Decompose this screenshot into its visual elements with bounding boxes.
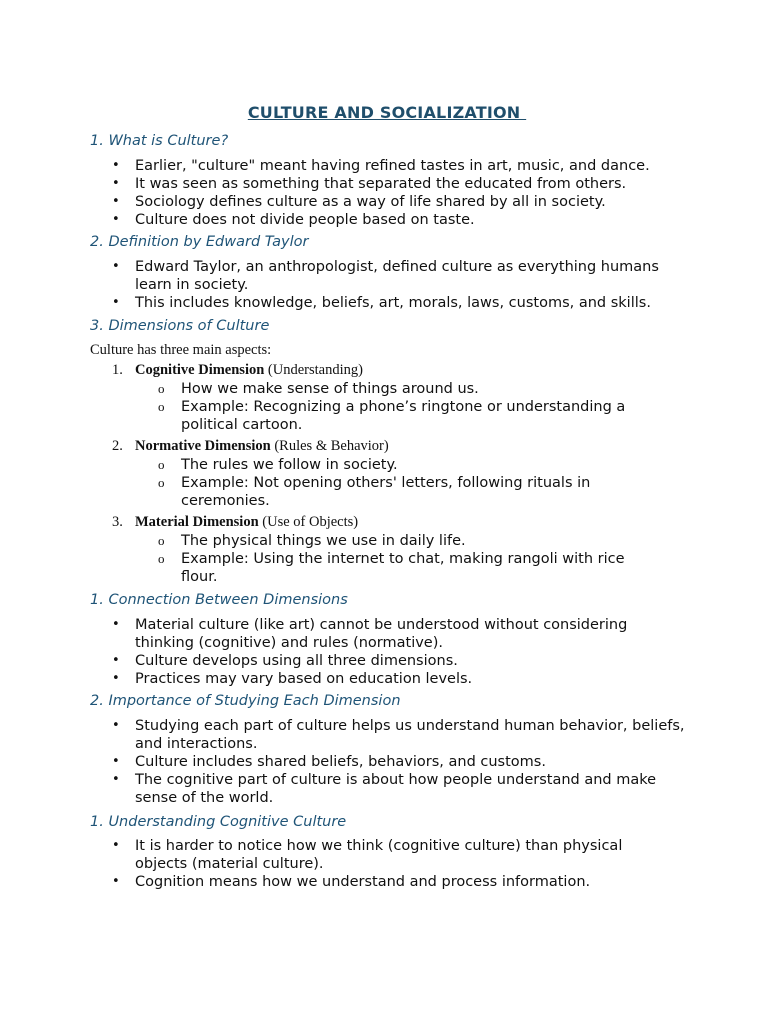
section-heading: 2. Definition by Edward Taylor (90, 234, 309, 250)
list-item: • Culture does not divide people based on taste. (0, 211, 700, 229)
bullet-list (0, 837, 665, 891)
item-number: 3. (112, 514, 123, 530)
section-heading: 1. Connection Between Dimensions (90, 592, 348, 608)
sub-list-item: o Example: Recognizing a phone’s ringtone or understanding a political cartoon. (0, 398, 650, 434)
list-item: • The cognitive part of culture is about how people understand and make sense of the world. (0, 771, 690, 807)
numbered-item (112, 514, 358, 531)
section-heading: 1. Understanding Cognitive Culture (90, 814, 347, 830)
sub-list-item: o How we make sense of things around us. (0, 380, 650, 398)
list-item: • Material culture (like art) cannot be understood without considering thinking (cognitive) and rules (normative). (0, 616, 668, 652)
list-item: • Cognition means how we understand and process information. (0, 873, 665, 891)
section-heading: 1. What is Culture? (90, 133, 229, 149)
list-item: • It was seen as something that separated the educated from others. (0, 175, 700, 193)
list-item: • This includes knowledge, beliefs, art, morals, laws, customs, and skills. (0, 294, 660, 312)
document-title: CULTURE AND SOCIALIZATION (247, 103, 527, 122)
item-qualifier: (Understanding) (264, 362, 363, 378)
list-item: • Culture develops using all three dimensions. (0, 652, 668, 670)
item-term: Normative Dimension (135, 438, 271, 454)
bullet-list (0, 258, 660, 312)
list-item: • Earlier, "culture" meant having refined tastes in art, music, and dance. (0, 157, 700, 175)
list-item: • It is harder to notice how we think (cognitive culture) than physical objects (material culture). (0, 837, 665, 873)
bullet-list (0, 717, 690, 807)
item-term: Material Dimension (135, 514, 259, 530)
list-item: • Culture includes shared beliefs, behaviors, and customs. (0, 753, 690, 771)
bullet-list (0, 616, 668, 688)
numbered-item (112, 362, 363, 379)
item-number: 1. (112, 362, 123, 378)
list-item: • Sociology defines culture as a way of life shared by all in society. (0, 193, 700, 211)
sub-list (0, 532, 660, 586)
intro-text: Culture has three main aspects: (90, 342, 272, 358)
item-qualifier: (Use of Objects) (258, 514, 359, 530)
sub-list (0, 380, 650, 434)
section-heading: 2. Importance of Studying Each Dimension (90, 693, 401, 709)
item-number: 2. (112, 438, 123, 454)
sub-list (0, 456, 620, 510)
item-term: Cognitive Dimension (135, 362, 265, 378)
sub-list-item: o Example: Not opening others' letters, following rituals in ceremonies. (0, 474, 620, 510)
bullet-list (0, 157, 700, 229)
item-qualifier: (Rules & Behavior) (270, 438, 389, 454)
list-item: • Edward Taylor, an anthropologist, defined culture as everything humans learn in society. (0, 258, 660, 294)
sub-list-item: o The rules we follow in society. (0, 456, 620, 474)
sub-list-item: o Example: Using the internet to chat, making rangoli with rice flour. (0, 550, 660, 586)
section-heading: 3. Dimensions of Culture (90, 318, 270, 334)
list-item: • Studying each part of culture helps us understand human behavior, beliefs, and interactions. (0, 717, 690, 753)
sub-list-item: o The physical things we use in daily life. (0, 532, 660, 550)
numbered-item (112, 438, 389, 455)
list-item: • Practices may vary based on education levels. (0, 670, 668, 688)
